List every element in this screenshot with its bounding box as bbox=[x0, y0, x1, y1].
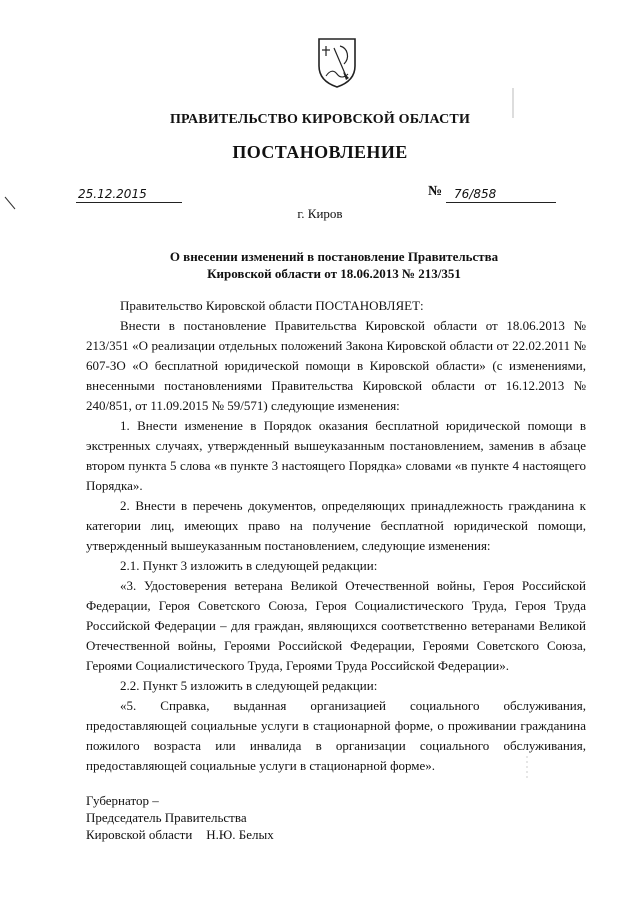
document-subject bbox=[150, 248, 518, 282]
document-date: 25.12.2015 bbox=[76, 186, 182, 203]
scan-mark bbox=[526, 756, 528, 778]
body-paragraph: Внести в постановление Правительства Кировской области от 18.06.2013 № 213/351 «О реализации отдельных положений Закона Кировской области от 22.02.2011 № 607-ЗО «О бесплатной юридической помощи в Кировской области» (с изменениями, внесенными постановлениями Правительства Кировской области от 16.12.2013 № 240/851, от 11.09.2015 № 59/571) следующие изменения: bbox=[86, 318, 586, 413]
signature-title-2: Председатель Правительства bbox=[86, 810, 247, 825]
subject-line-2: Кировской области от 18.06.2013 № 213/351 bbox=[207, 266, 461, 281]
signature-block bbox=[86, 792, 586, 843]
body-paragraph: «3. Удостоверения ветерана Великой Отечественной войны, Героя Российской Федерации, Героя Советского Союза, Героя Социалистического Труда, Героя Труда Российской Федерации – для граждан, являющихся соответственно ветеранами Великой Отечественной войны, Героями Российской Федерации, Героями Советского Союза, Героями Социалистического Труда, Героями Труда Российской Федерации». bbox=[86, 578, 586, 673]
document-type-title: ПОСТАНОВЛЕНИЕ bbox=[232, 142, 408, 162]
signature-title-1: Губернатор – bbox=[86, 793, 159, 808]
body-paragraph: 1. Внести изменение в Порядок оказания бесплатной юридической помощи в экстренных случаях, утвержденный вышеуказанным постановлением, заменив в абзаце втором пункта 5 слова «в пункте 3 настоящего Порядка» словами «в пункте 4 настоящего Порядка». bbox=[86, 418, 586, 493]
number-label: № bbox=[428, 184, 443, 199]
signature-title-3 bbox=[86, 826, 586, 843]
document-body bbox=[86, 296, 586, 776]
body-paragraph: Правительство Кировской области ПОСТАНОВЛЯЕТ: bbox=[120, 298, 424, 313]
city-line: г. Киров bbox=[297, 206, 343, 221]
body-paragraph: 2.1. Пункт 3 изложить в следующей редакции: bbox=[120, 558, 378, 573]
signature-region: Кировской области bbox=[86, 827, 193, 842]
organization-name: ПРАВИТЕЛЬСТВО КИРОВСКОЙ ОБЛАСТИ bbox=[169, 112, 471, 127]
body-paragraph: 2.2. Пункт 5 изложить в следующей редакции: bbox=[120, 678, 378, 693]
body-paragraph: «5. Справка, выданная организацией социального обслуживания, предоставляющей социальные услуги в стационарной форме, о проживании гражданина пожилого возраста или инвалида в организации социального обслуживания, предоставляющей социальные услуги в стационарной форме». bbox=[86, 698, 586, 773]
signatory-name: Н.Ю. Белых bbox=[206, 827, 274, 842]
body-paragraph: 2. Внести в перечень документов, определяющих принадлежность гражданина к категории лиц, имеющих право на получение бесплатной юридической помощи, утвержденный вышеуказанным постановлением, следующие изменения: bbox=[86, 498, 586, 553]
subject-line-1: О внесении изменений в постановление Правительства bbox=[169, 249, 499, 264]
scan-mark bbox=[512, 88, 514, 118]
document-number: 76/858 bbox=[446, 186, 556, 203]
kirov-coat-of-arms-icon bbox=[316, 36, 358, 88]
scan-mark bbox=[4, 196, 16, 210]
